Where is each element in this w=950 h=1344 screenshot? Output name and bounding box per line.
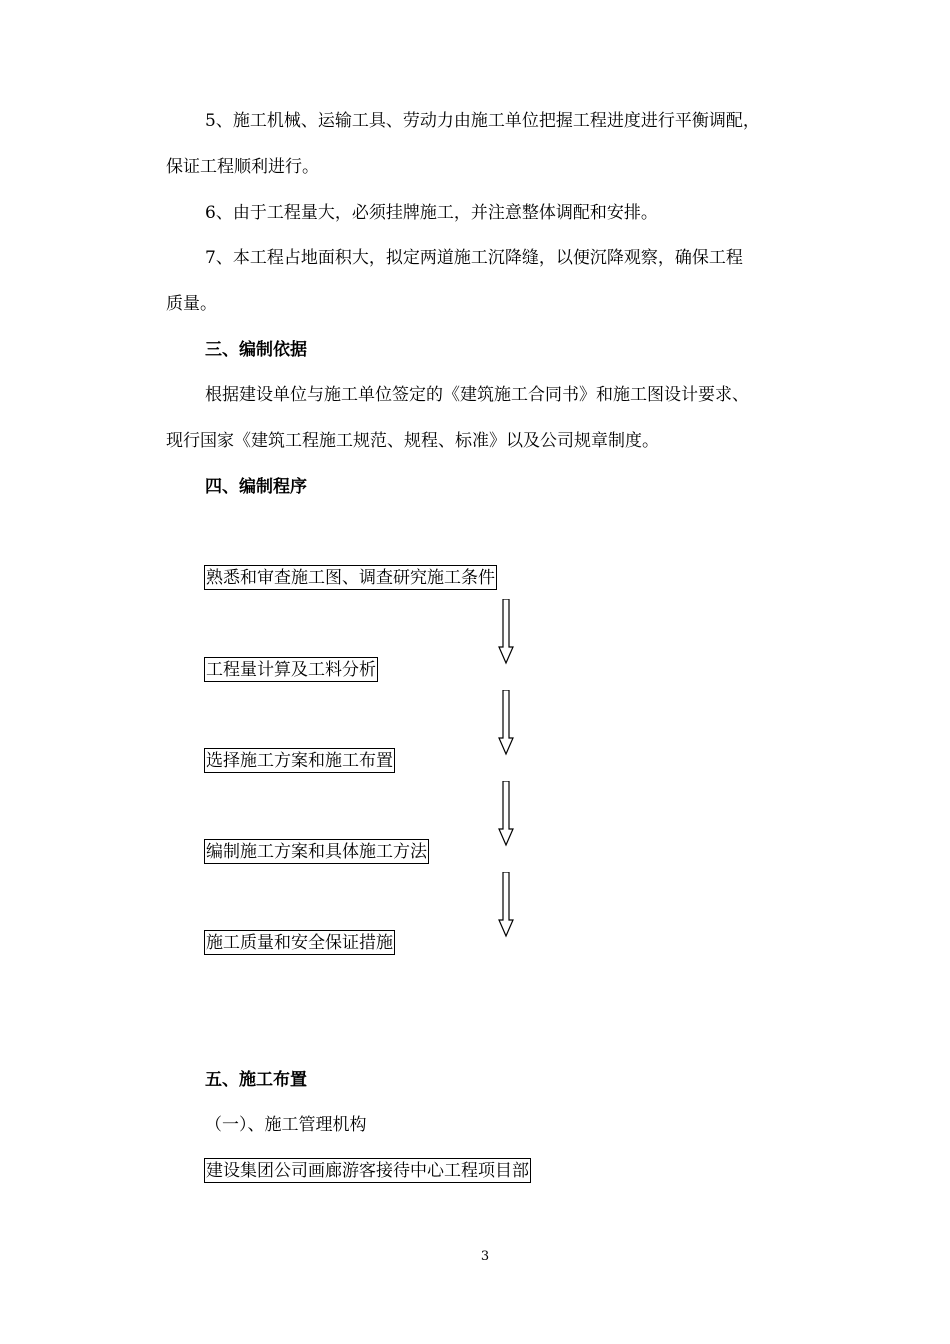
section-5-heading: 五、施工布置 bbox=[205, 1070, 307, 1090]
flow-step-4-box: 编制施工方案和具体施工方法 bbox=[204, 839, 429, 864]
section-3-line-2: 现行国家《建筑工程施工规范、规程、标准》以及公司规章制度。 bbox=[166, 431, 659, 451]
section-4-heading: 四、编制程序 bbox=[205, 477, 307, 497]
flow-arrow-2-icon bbox=[498, 690, 514, 756]
org-box: 建设集团公司画廊游客接待中心工程项目部 bbox=[204, 1158, 531, 1183]
section-3-heading: 三、编制依据 bbox=[205, 340, 307, 360]
flow-arrow-3-icon bbox=[498, 781, 514, 847]
page-number: 3 bbox=[480, 1249, 490, 1264]
flow-step-5-box: 施工质量和安全保证措施 bbox=[204, 930, 395, 955]
paragraph-5-line-2: 保证工程顺利进行。 bbox=[166, 157, 319, 177]
paragraph-5-line-1: 5、施工机械、运输工具、劳动力由施工单位把握工程进度进行平衡调配， bbox=[205, 111, 760, 131]
section-3-line-1: 根据建设单位与施工单位签定的《建筑施工合同书》和施工图设计要求、 bbox=[205, 385, 749, 405]
paragraph-6: 6、由于工程量大，必须挂牌施工，并注意整体调配和安排。 bbox=[205, 203, 658, 223]
flow-arrow-1-icon bbox=[498, 599, 514, 665]
paragraph-7-line-1: 7、本工程占地面积大，拟定两道施工沉降缝，以便沉降观察，确保工程 bbox=[205, 248, 743, 268]
section-5-subheading: （一）、施工管理机构 bbox=[205, 1115, 367, 1135]
flow-step-1-box: 熟悉和审查施工图、调查研究施工条件 bbox=[204, 565, 497, 590]
flow-arrow-4-icon bbox=[498, 872, 514, 938]
flow-step-2-box: 工程量计算及工料分析 bbox=[204, 657, 378, 682]
flow-step-3-box: 选择施工方案和施工布置 bbox=[204, 748, 395, 773]
paragraph-7-line-2: 质量。 bbox=[166, 294, 217, 314]
